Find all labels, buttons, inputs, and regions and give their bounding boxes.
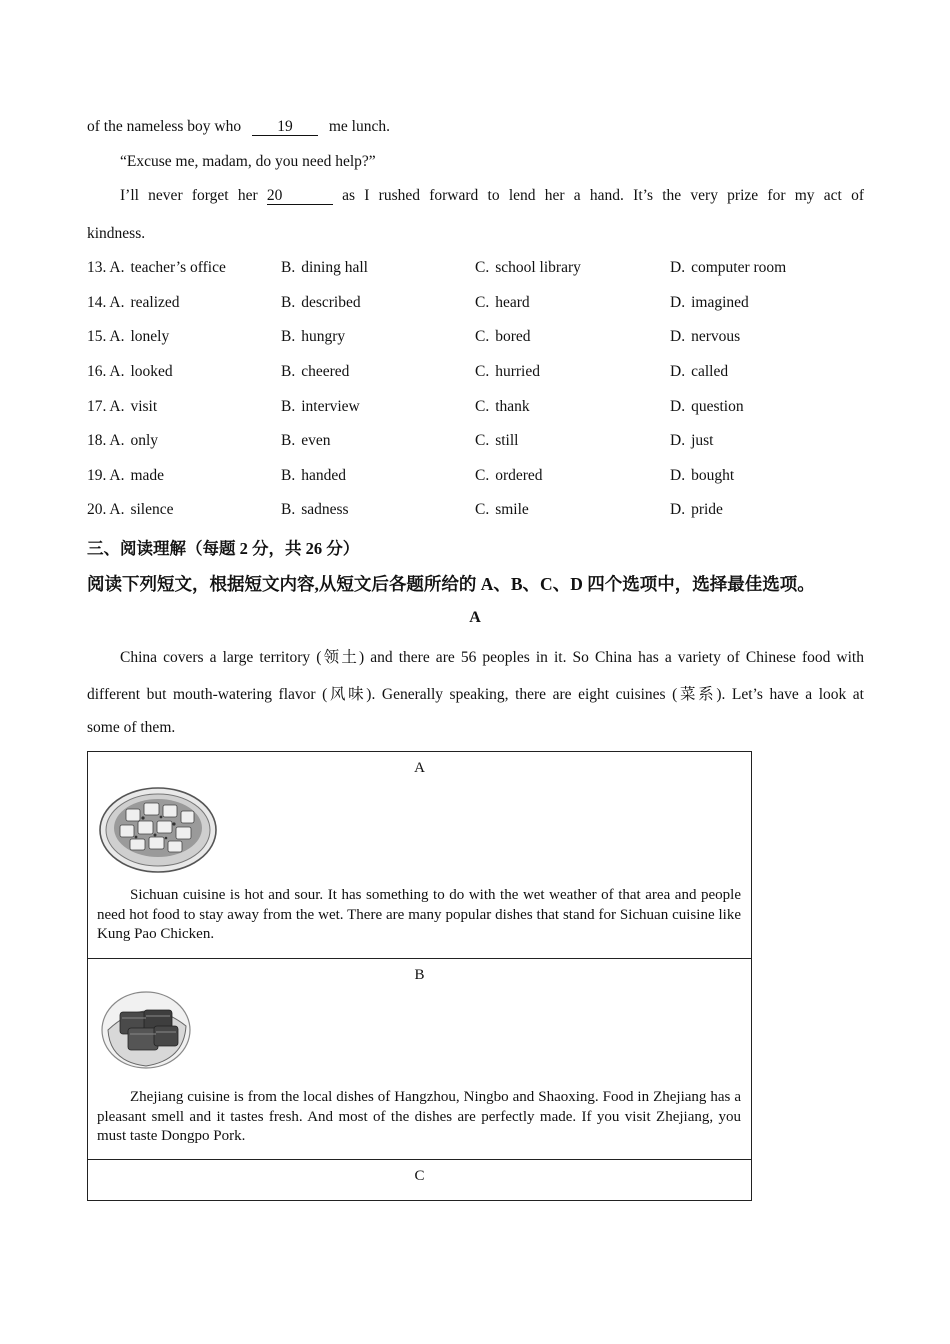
option-letter: D.	[670, 328, 686, 345]
option-row	[87, 259, 867, 281]
option-letter: B.	[281, 363, 296, 380]
option-cell	[475, 363, 540, 381]
cuisine-row-b	[88, 959, 752, 1160]
option-cell	[475, 432, 518, 450]
option-cell	[281, 294, 361, 312]
option-row	[87, 432, 867, 454]
option-letter: B.	[281, 432, 296, 449]
option-letter: D.	[670, 467, 686, 484]
section-heading: 三、阅读理解（每题 2 分，共 26 分）	[87, 539, 360, 558]
question-number: 19. A.	[87, 467, 125, 484]
cuisine-table	[87, 751, 752, 1201]
passage-line-4: kindness.	[87, 225, 146, 242]
option-letter: C.	[475, 501, 490, 518]
option-cell	[87, 259, 226, 277]
passage-line-1	[87, 118, 390, 136]
passage-label: A	[469, 609, 481, 626]
option-cell	[670, 294, 749, 312]
option-cell	[281, 363, 349, 381]
option-c-text: bored	[495, 328, 531, 345]
question-number: 15. A.	[87, 328, 125, 345]
option-cell	[670, 467, 734, 485]
option-cell	[281, 328, 345, 346]
option-c-text: thank	[495, 398, 530, 415]
option-letter: B.	[281, 467, 296, 484]
option-letter: D.	[670, 432, 686, 449]
option-letter: D.	[670, 363, 686, 380]
option-a-text: only	[130, 432, 159, 449]
option-d-text: just	[691, 432, 714, 449]
option-c-text: ordered	[495, 467, 543, 484]
option-c-text: hurried	[495, 363, 540, 380]
dongpo-pork-dish-image	[98, 986, 198, 1072]
option-cell	[87, 328, 169, 346]
option-b-text: interview	[301, 398, 360, 415]
option-letter: B.	[281, 501, 296, 518]
option-letter: D.	[670, 501, 686, 518]
option-d-text: bought	[691, 467, 735, 484]
cuisine-row-c	[88, 1160, 752, 1201]
mapo-tofu-dish-image	[98, 781, 222, 877]
option-b-text: cheered	[301, 363, 350, 380]
option-cell	[281, 398, 360, 416]
option-b-text: described	[301, 294, 361, 311]
section-instruction: 阅读下列短文，根据短文内容,从短文后各题所给的 A、B、C、D 四个选项中，选择最佳选项。	[87, 574, 815, 594]
cuisine-label: C	[414, 1168, 425, 1184]
cuisine-label: A	[414, 760, 425, 776]
intro-line-1: China covers a large territory (领土) and there are 56 peoples in it. So China has a variety of Chinese food with	[120, 649, 864, 666]
option-c-text: school library	[495, 259, 581, 276]
option-a-text: visit	[130, 398, 158, 415]
question-number: 18. A.	[87, 432, 125, 449]
option-cell	[281, 501, 349, 519]
option-letter: D.	[670, 398, 686, 415]
option-b-text: dining hall	[301, 259, 368, 276]
question-number: 20. A.	[87, 501, 125, 518]
option-row	[87, 328, 867, 350]
option-letter: C.	[475, 398, 490, 415]
option-d-text: called	[691, 363, 729, 380]
option-row	[87, 501, 867, 523]
option-letter: C.	[475, 363, 490, 380]
option-d-text: computer room	[691, 259, 787, 276]
option-letter: C.	[475, 467, 490, 484]
option-cell	[281, 259, 368, 277]
option-row	[87, 467, 867, 489]
option-d-text: question	[691, 398, 744, 415]
option-cell	[475, 328, 531, 346]
option-cell	[670, 501, 723, 519]
blank-20: 20	[267, 188, 333, 205]
blank-19: 19	[252, 119, 318, 136]
option-letter: C.	[475, 432, 490, 449]
option-cell	[670, 259, 786, 277]
option-cell	[475, 501, 529, 519]
passage-text: of the nameless boy who	[87, 118, 242, 135]
option-c-text: heard	[495, 294, 530, 311]
cuisine-label: B	[414, 967, 425, 983]
passage-text: I’ll never forget her	[120, 187, 258, 204]
option-letter: C.	[475, 259, 490, 276]
cuisine-description: Zhejiang cuisine is from the local dishes of Hangzhou, Ningbo and Shaoxing. Food in Zhejiang has a pleasant smell and it tastes fresh. And most of the dishes are perfectly made. If you visit Zhejiang, you must taste Dongpo Pork.	[97, 1089, 741, 1144]
cuisine-description: Sichuan cuisine is hot and sour. It has something to do with the wet weather of that area and people need hot food to stay away from the wet. There are many popular dishes that stand for Sichuan cuisine like Kung Pao Chicken.	[97, 887, 741, 942]
option-letter: B.	[281, 294, 296, 311]
option-letter: B.	[281, 328, 296, 345]
option-letter: D.	[670, 294, 686, 311]
option-a-text: teacher’s office	[130, 259, 226, 276]
question-number: 13. A.	[87, 259, 125, 276]
option-letter: B.	[281, 398, 296, 415]
option-row	[87, 363, 867, 385]
passage-quote: “Excuse me, madam, do you need help?”	[120, 153, 376, 170]
option-c-text: smile	[495, 501, 529, 518]
option-a-text: lonely	[130, 328, 170, 345]
option-a-text: looked	[130, 363, 173, 380]
option-cell	[475, 259, 581, 277]
option-cell	[475, 398, 530, 416]
option-cell	[87, 294, 180, 312]
option-b-text: even	[301, 432, 331, 449]
option-b-text: hungry	[301, 328, 346, 345]
option-a-text: made	[130, 467, 165, 484]
option-d-text: pride	[691, 501, 723, 518]
option-cell	[281, 432, 330, 450]
option-cell	[87, 467, 164, 485]
intro-line-3: some of them.	[87, 719, 176, 736]
option-a-text: silence	[130, 501, 174, 518]
option-cell	[670, 432, 713, 450]
option-letter: C.	[475, 294, 490, 311]
option-b-text: handed	[301, 467, 346, 484]
option-cell	[87, 432, 158, 450]
option-cell	[670, 398, 744, 416]
option-cell	[87, 398, 157, 416]
option-cell	[475, 467, 543, 485]
passage-text: as I rushed forward to lend her a hand. It’s the very prize for my act of	[342, 187, 864, 204]
option-row	[87, 294, 867, 316]
question-number: 14. A.	[87, 294, 125, 311]
option-cell	[281, 467, 346, 485]
option-a-text: realized	[130, 294, 180, 311]
option-d-text: nervous	[691, 328, 741, 345]
option-cell	[475, 294, 530, 312]
question-number: 16. A.	[87, 363, 125, 380]
option-letter: B.	[281, 259, 296, 276]
question-number: 17. A.	[87, 398, 125, 415]
option-cell	[87, 363, 173, 381]
option-b-text: sadness	[301, 501, 349, 518]
option-c-text: still	[495, 432, 519, 449]
option-cell	[87, 501, 174, 519]
passage-text: me lunch.	[328, 118, 390, 135]
intro-line-2: different but mouth-watering flavor (风味). Generally speaking, there are eight cuisines (菜系). Let’s have a look at	[87, 686, 864, 703]
passage-line-3	[120, 187, 864, 205]
option-letter: C.	[475, 328, 490, 345]
cuisine-row-a	[88, 752, 752, 959]
option-d-text: imagined	[691, 294, 749, 311]
option-letter: D.	[670, 259, 686, 276]
option-cell	[670, 328, 740, 346]
option-row	[87, 398, 867, 420]
option-cell	[670, 363, 728, 381]
